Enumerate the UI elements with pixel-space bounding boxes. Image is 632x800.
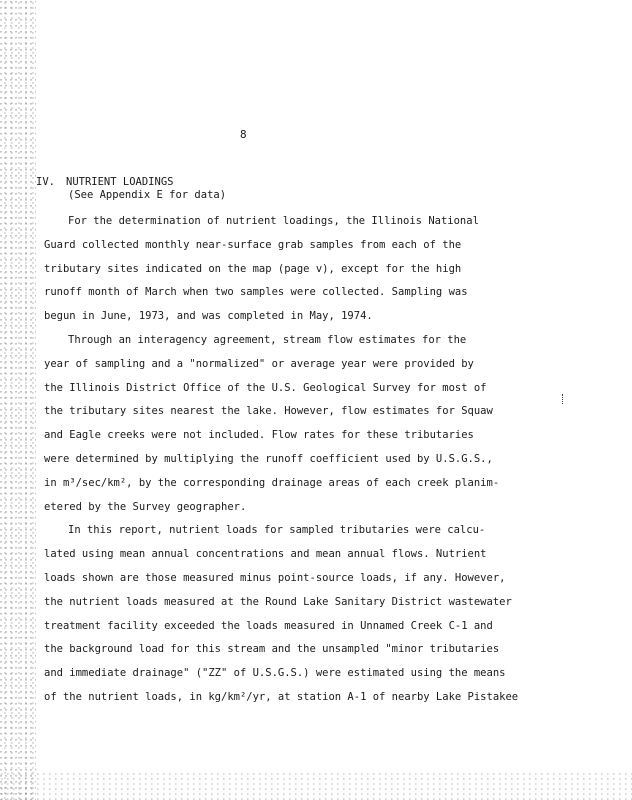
text-line: For the determination of nutrient loadings, the Illinois National — [68, 215, 479, 227]
page-number: 8 — [240, 128, 247, 141]
body-text — [44, 210, 519, 710]
text-line: In this report, nutrient loads for sampled tributaries were calcu- — [68, 524, 486, 537]
text-line: and Eagle creeks were not included. Flow rates for these tributaries — [44, 429, 474, 442]
scan-mark — [562, 394, 564, 404]
text-line: the background load for this stream and the unsampled "minor tributaries — [44, 643, 500, 656]
text-line: Through an interagency agreement, stream flow estimates for the — [68, 333, 467, 346]
text-line: year of sampling and a "normalized" or average year were provided by — [44, 357, 474, 370]
section-heading — [36, 176, 226, 202]
text-line: were determined by multiplying the runoff coefficient used by U.S.G.S., — [44, 452, 493, 465]
text-line: Guard collected monthly near-surface grab samples from each of the — [44, 238, 462, 251]
section-number: IV. — [36, 176, 55, 188]
section-title: NUTRIENT LOADINGS — [66, 176, 174, 188]
text-line: of the nutrient loads, in kg/km²/yr, at station A-1 of nearby Lake Pistakee — [44, 690, 519, 703]
text-line: and immediate drainage" ("ZZ" of U.S.G.S.) were estimated using the means — [44, 667, 506, 680]
text-line: loads shown are those measured minus point-source loads, if any. However, — [44, 571, 506, 584]
text-line: begun in June, 1973, and was completed in May, 1974. — [44, 310, 373, 323]
section-subtitle: (See Appendix E for data) — [68, 189, 227, 201]
text-line: in m³/sec/km², by the corresponding drainage areas of each creek planim- — [44, 476, 500, 489]
text-line: lated using mean annual concentrations and mean annual flows. Nutrient — [44, 548, 487, 561]
text-line: runoff month of March when two samples were collected. Sampling was — [44, 286, 468, 299]
text-line: the Illinois District Office of the U.S. Geological Survey for most of — [44, 381, 487, 394]
text-line: the tributary sites nearest the lake. However, flow estimates for Squaw — [44, 405, 493, 418]
text-line: tributary sites indicated on the map (page v), except for the high — [44, 262, 462, 275]
scan-noise-bottom — [0, 772, 632, 800]
text-line: the nutrient loads measured at the Round Lake Sanitary District wastewater — [44, 595, 512, 608]
text-line: treatment facility exceeded the loads measured in Unnamed Creek C-1 and — [44, 619, 493, 632]
text-line: etered by the Survey geographer. — [44, 500, 247, 513]
scan-noise-left — [0, 0, 36, 800]
